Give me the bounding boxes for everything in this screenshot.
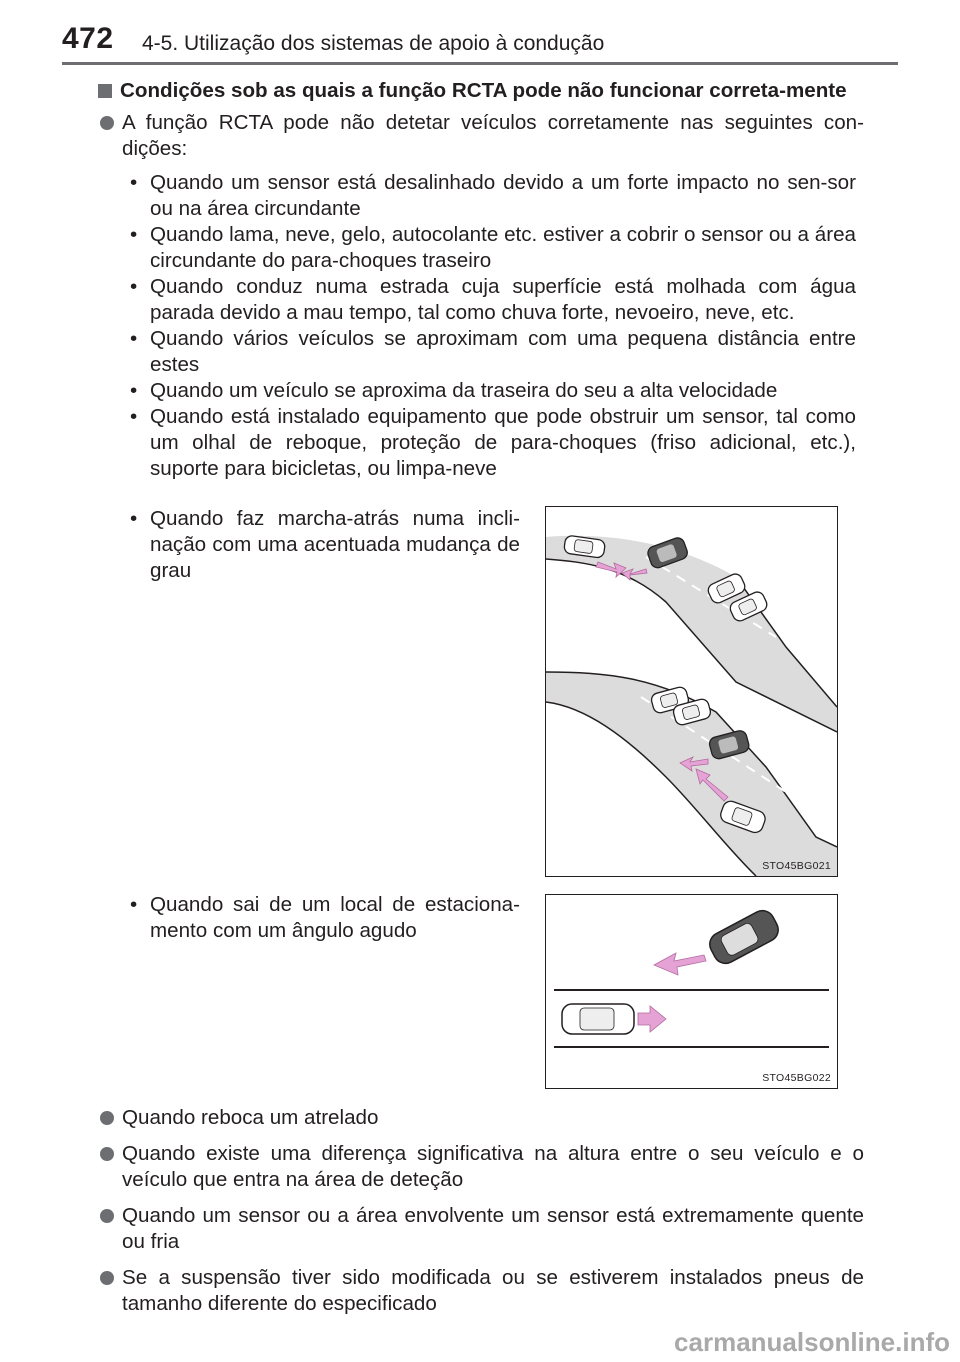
slope-diagram bbox=[546, 507, 837, 876]
page-header bbox=[0, 0, 960, 64]
bullet-text: Quando existe uma diferença significativa na altura entre o seu veículo e o veículo que entra na área de deteção bbox=[122, 1142, 864, 1191]
square-bullet-icon bbox=[98, 84, 112, 98]
condition-text: Quando lama, neve, gelo, autocolante etc. estiver a cobrir o sensor ou a área circundante do para-choques traseiro bbox=[150, 223, 856, 272]
section-title: 4-5. Utilização dos sistemas de apoio à condução bbox=[142, 32, 605, 55]
conditions-list bbox=[130, 170, 856, 482]
header-rule bbox=[62, 62, 898, 65]
main-content bbox=[98, 78, 864, 482]
figure-row-parking bbox=[130, 892, 840, 1092]
bullet-text: Quando reboca um atrelado bbox=[122, 1106, 379, 1129]
round-bullet-icon bbox=[100, 1209, 114, 1223]
condition-text: Quando vários veículos se aproximam com uma pequena distância entre estes bbox=[150, 327, 856, 376]
figure-code: STO45BG022 bbox=[762, 1072, 831, 1084]
round-bullet-icon bbox=[100, 116, 114, 130]
figure-caption: Quando sai de um local de estaciona-mento com um ângulo agudo bbox=[150, 893, 520, 942]
list-item bbox=[130, 170, 856, 222]
round-bullet-icon bbox=[100, 1111, 114, 1125]
dot-marker: • bbox=[130, 327, 138, 350]
list-item bbox=[130, 506, 520, 584]
parking-diagram bbox=[546, 895, 837, 1088]
dot-marker: • bbox=[130, 893, 138, 916]
dot-marker: • bbox=[130, 405, 138, 428]
footer-watermark[interactable]: carmanualsonline.info bbox=[674, 1327, 950, 1357]
bullet-text: Se a suspensão tiver sido modificada ou se estiverem instalados pneus de tamanho diferente do especificado bbox=[122, 1266, 864, 1315]
dot-marker: • bbox=[130, 507, 138, 530]
arrow-icon bbox=[654, 953, 706, 975]
list-item bbox=[130, 222, 856, 274]
list-item bbox=[130, 404, 856, 482]
round-bullet-icon bbox=[100, 1147, 114, 1161]
figure-row-slope bbox=[130, 506, 840, 878]
list-item bbox=[98, 1265, 864, 1317]
bullet-text: Quando um sensor ou a área envolvente um sensor está extremamente quente ou fria bbox=[122, 1204, 864, 1253]
list-item bbox=[98, 1203, 864, 1255]
list-item bbox=[98, 1141, 864, 1193]
dot-marker: • bbox=[130, 223, 138, 246]
condition-text: Quando conduz numa estrada cuja superfície está molhada com água parada devido a mau tempo, tal como chuva forte, nevoeiro, neve, etc. bbox=[150, 275, 856, 324]
list-item bbox=[130, 378, 856, 404]
page-number: 472 bbox=[62, 22, 114, 55]
additional-conditions bbox=[98, 1105, 864, 1327]
dot-marker: • bbox=[130, 275, 138, 298]
arrow-icon bbox=[638, 1006, 666, 1032]
dot-marker: • bbox=[130, 379, 138, 402]
list-item bbox=[98, 1105, 864, 1131]
dot-marker: • bbox=[130, 171, 138, 194]
list-item bbox=[98, 110, 864, 162]
condition-text: Quando está instalado equipamento que pode obstruir um sensor, tal como um olhal de reboque, proteção de para-choques (friso adicional, etc.), suporte para bicicletas, ou limpa-neve bbox=[150, 405, 856, 480]
section-heading bbox=[98, 78, 864, 104]
figure-caption: Quando faz marcha-atrás numa incli-nação com uma acentuada mudança de grau bbox=[150, 507, 520, 582]
car-icon bbox=[706, 906, 783, 967]
round-bullet-icon bbox=[100, 1271, 114, 1285]
list-item bbox=[130, 274, 856, 326]
car-icon bbox=[562, 1004, 634, 1034]
list-item bbox=[130, 892, 520, 944]
figure-code: STO45BG021 bbox=[762, 860, 831, 872]
heading-text: Condições sob as quais a função RCTA pode não funcionar correta-mente bbox=[120, 79, 847, 102]
parking-illustration bbox=[545, 894, 838, 1089]
condition-text: Quando um sensor está desalinhado devido a um forte impacto no sen-sor ou na área circundante bbox=[150, 171, 856, 220]
bullet-text: A função RCTA pode não detetar veículos corretamente nas seguintes con-dições: bbox=[122, 111, 864, 160]
condition-text: Quando um veículo se aproxima da traseira do seu a alta velocidade bbox=[150, 379, 778, 402]
slope-illustration bbox=[545, 506, 838, 877]
list-item bbox=[130, 326, 856, 378]
